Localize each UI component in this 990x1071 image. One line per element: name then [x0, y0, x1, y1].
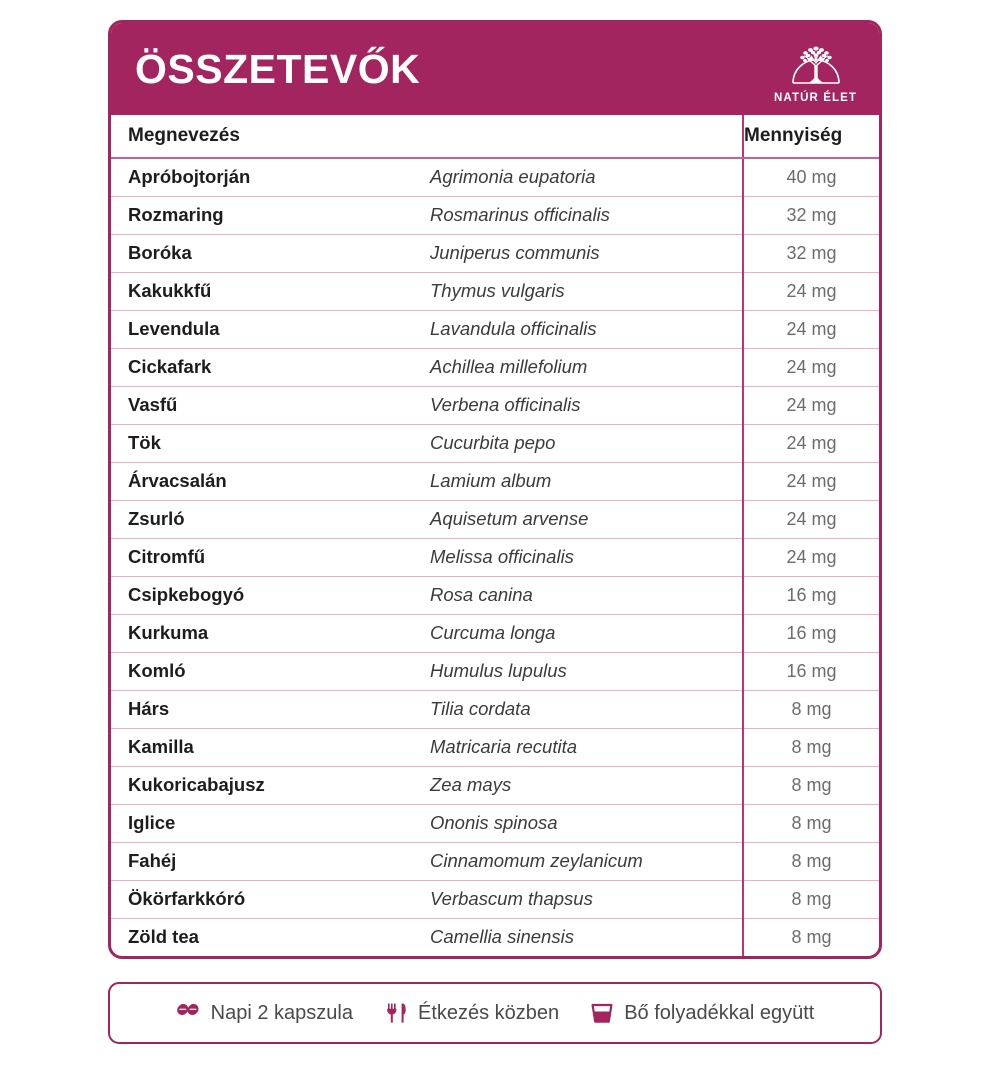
table-row — [111, 842, 879, 880]
ingredient-name: Iglice — [128, 812, 176, 833]
ingredient-quantity: 24 mg — [743, 386, 879, 424]
ingredient-name: Zsurló — [128, 508, 185, 529]
ingredient-quantity: 8 mg — [743, 804, 879, 842]
ingredient-name: Levendula — [128, 318, 220, 339]
ingredient-latin-name: Cinnamomum zeylanicum — [430, 850, 643, 871]
ingredient-name: Boróka — [128, 242, 192, 263]
table-row — [111, 652, 879, 690]
ingredient-quantity: 8 mg — [743, 842, 879, 880]
ingredient-quantity: 24 mg — [743, 424, 879, 462]
ingredient-quantity: 16 mg — [743, 614, 879, 652]
table-row — [111, 196, 879, 234]
table-header — [111, 115, 879, 158]
ingredient-latin-name: Verbena officinalis — [430, 394, 581, 415]
ingredient-quantity: 8 mg — [743, 918, 879, 956]
usage-item-label: Napi 2 kapszula — [210, 1001, 353, 1024]
card-header — [111, 23, 879, 115]
ingredient-name: Cickafark — [128, 356, 212, 377]
table-row — [111, 462, 879, 500]
page-title: ÖSSZETEVŐK — [135, 45, 421, 92]
ingredient-latin-name: Rosa canina — [430, 584, 533, 605]
ingredient-latin-name: Juniperus communis — [430, 242, 600, 263]
ingredient-latin-name: Ononis spinosa — [430, 812, 558, 833]
ingredient-quantity: 8 mg — [743, 880, 879, 918]
drinking-glass-icon — [589, 1000, 615, 1026]
ingredient-latin-name: Melissa officinalis — [430, 546, 574, 567]
table-row — [111, 880, 879, 918]
ingredient-quantity: 24 mg — [743, 272, 879, 310]
ingredient-name: Citromfű — [128, 546, 206, 567]
ingredient-quantity: 24 mg — [743, 310, 879, 348]
ingredient-quantity: 24 mg — [743, 462, 879, 500]
ingredient-name: Rozmaring — [128, 204, 224, 225]
table-row — [111, 272, 879, 310]
usage-item-label: Étkezés közben — [417, 1001, 560, 1024]
ingredient-latin-name: Lavandula officinalis — [430, 318, 597, 339]
ingredient-name: Kamilla — [128, 736, 194, 757]
ingredient-name: Kurkuma — [128, 622, 209, 643]
ingredient-quantity: 16 mg — [743, 576, 879, 614]
ingredients-table — [111, 115, 879, 956]
ingredient-latin-name: Rosmarinus officinalis — [430, 204, 610, 225]
ingredient-latin-name: Curcuma longa — [430, 622, 556, 643]
ingredient-latin-name: Thymus vulgaris — [430, 280, 565, 301]
ingredient-name: Kukoricabajusz — [128, 774, 265, 795]
ingredient-latin-name: Agrimonia eupatoria — [430, 166, 596, 188]
ingredient-name: Apróbojtorján — [128, 166, 251, 188]
table-row — [111, 576, 879, 614]
table-row — [111, 690, 879, 728]
ingredient-name: Vasfű — [128, 394, 178, 415]
table-row — [111, 386, 879, 424]
table-row — [111, 766, 879, 804]
table-row — [111, 804, 879, 842]
ingredient-quantity: 24 mg — [743, 348, 879, 386]
table-row — [111, 424, 879, 462]
table-row — [111, 728, 879, 766]
usage-item — [383, 1000, 559, 1026]
ingredient-name: Hárs — [128, 698, 170, 719]
ingredient-quantity: 8 mg — [743, 766, 879, 804]
ingredient-name: Fahéj — [128, 850, 177, 871]
ingredient-name: Zöld tea — [128, 926, 199, 948]
ingredient-name: Tök — [128, 432, 161, 453]
ingredient-quantity: 24 mg — [743, 500, 879, 538]
ingredient-name: Komló — [128, 660, 186, 681]
ingredient-quantity: 40 mg — [743, 158, 879, 196]
ingredient-name: Csipkebogyó — [128, 584, 245, 605]
fork-knife-icon — [383, 1000, 409, 1026]
ingredient-latin-name: Lamium album — [430, 470, 552, 491]
ingredient-quantity: 8 mg — [743, 690, 879, 728]
table-row — [111, 234, 879, 272]
usage-instructions-bar — [108, 982, 882, 1044]
table-row — [111, 918, 879, 956]
ingredient-quantity: 32 mg — [743, 196, 879, 234]
ingredients-card — [108, 20, 882, 959]
ingredient-name: Kakukkfű — [128, 280, 212, 301]
ingredient-latin-name: Cucurbita pepo — [430, 432, 556, 453]
column-header-name: Megnevezés — [111, 115, 743, 158]
ingredient-latin-name: Camellia sinensis — [430, 926, 574, 948]
ingredient-latin-name: Achillea millefolium — [430, 356, 588, 377]
table-row — [111, 538, 879, 576]
tree-in-arch-icon — [789, 39, 843, 91]
table-row — [111, 500, 879, 538]
ingredient-latin-name: Aquisetum arvense — [430, 508, 589, 529]
table-row — [111, 158, 879, 196]
table-body — [111, 158, 879, 956]
ingredient-quantity: 16 mg — [743, 652, 879, 690]
ingredient-quantity: 8 mg — [743, 728, 879, 766]
column-header-quantity: Mennyiség — [743, 115, 879, 158]
ingredient-latin-name: Matricaria recutita — [430, 736, 578, 757]
ingredient-name: Árvacsalán — [128, 470, 227, 491]
ingredient-latin-name: Humulus lupulus — [430, 660, 567, 681]
ingredient-latin-name: Zea mays — [430, 774, 512, 795]
brand-logo — [774, 35, 857, 104]
usage-item — [589, 1000, 814, 1026]
table-row — [111, 614, 879, 652]
table-header-row — [111, 115, 879, 158]
table-row — [111, 310, 879, 348]
ingredient-latin-name: Tilia cordata — [430, 698, 531, 719]
usage-item-label: Bő folyadékkal együtt — [624, 1001, 815, 1024]
usage-item — [176, 1000, 353, 1026]
ingredient-name: Ökörfarkkóró — [128, 888, 246, 909]
ingredient-quantity: 24 mg — [743, 538, 879, 576]
ingredient-quantity: 32 mg — [743, 234, 879, 272]
table-row — [111, 348, 879, 386]
brand-name: NATÚR ÉLET — [774, 91, 857, 104]
ingredient-latin-name: Verbascum thapsus — [430, 888, 593, 909]
capsules-icon — [176, 1000, 202, 1026]
